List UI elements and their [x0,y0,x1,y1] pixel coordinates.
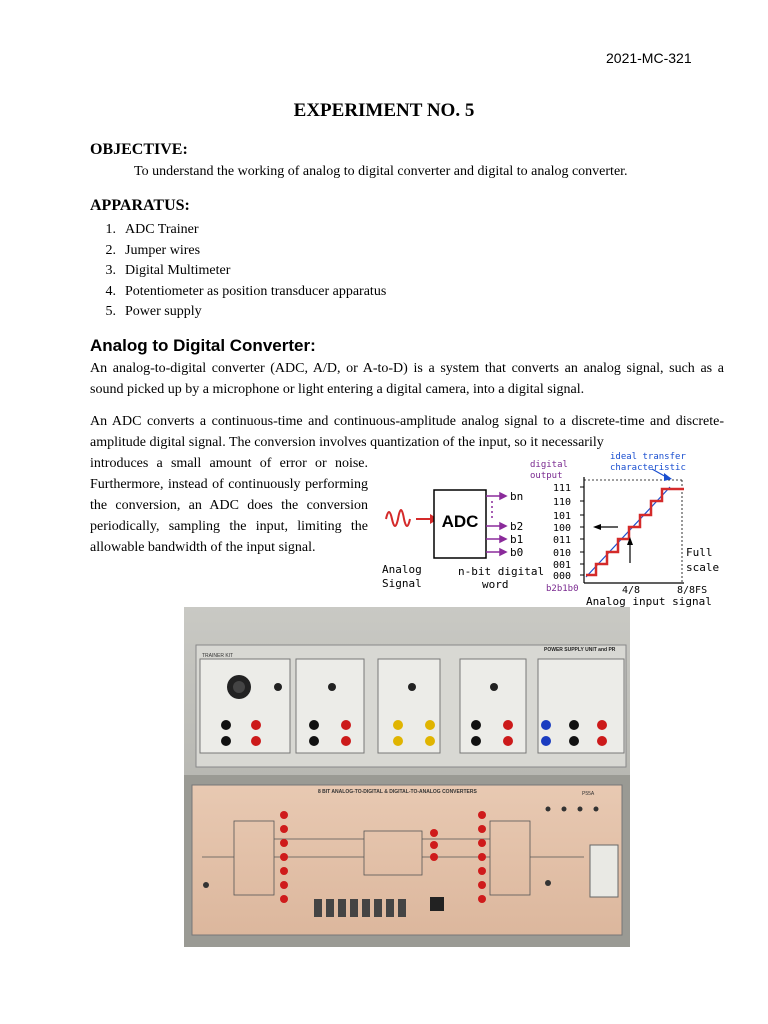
code-label: 001 [553,560,572,571]
code-label: 011 [553,535,572,546]
list-item-text: Potentiometer as position transducer apparatus [125,283,387,299]
list-item-number: 2. [105,242,116,258]
analog-signal-label: Signal [382,577,422,590]
objective-heading: OBJECTIVE: [90,141,188,158]
full-scale-label: scale [686,561,720,574]
x-tick-label: 8/8FS [677,585,708,596]
page-title: EXPERIMENT NO. 5 [293,100,475,121]
list-item-number: 3. [105,263,116,278]
adc-dac-board [192,785,622,935]
nbit-word-label: n-bit digital [458,565,545,578]
top-left-panel-label: TRAINER KIT [202,653,234,659]
list-item-number: 4. [105,283,116,299]
list-item [90,220,386,241]
bit-label-b1: b1 [510,533,524,546]
bit-label-b2: b2 [510,520,524,533]
list-item [90,302,386,323]
list-item-text: ADC Trainer [125,222,199,237]
paragraph-adc-definition: An analog-to-digital converter (ADC, A/D, or A-to-D) is a system that converts an analog signal, such as a sound picked up by a microphone or light entering a digital camera, into a digital signal. [90,361,724,397]
list-item-text: Digital Multimeter [125,263,231,278]
code-label: 101 [553,511,572,522]
document-id: 2021-MC-321 [606,50,692,66]
code-label: 100 [553,523,572,534]
paragraph-adc-conversion-continued: introduces a small amount of error or noise. Furthermore, instead of continuously performing the conversion, an ADC does the conversion periodically, sampling the input, limiting the allowable bandwidth of the input signal. [90,456,368,555]
list-item-text: Jumper wires [125,242,201,258]
paragraph-adc-conversion: An ADC converts a continuous-time and continuous-amplitude analog signal to a discrete-time and discrete-amplitude digital signal. The conversion involves quantization of the input, so it necessarily [90,414,724,450]
bit-order-label: b2b1b0 [546,584,579,594]
code-label: 111 [553,483,572,494]
nbit-word-label: word [482,578,509,591]
trainer-photo [184,607,630,947]
ideal-characteristic-label: ideal transfer [610,452,686,462]
list-item [90,261,386,282]
objective-text: To understand the working of analog to digital converter and digital to analog converter. [134,164,628,179]
bit-label-b0: b0 [510,546,524,559]
code-label: 000 [553,571,572,582]
list-item-number: 1. [105,222,116,237]
x-axis-label: Analog input signal [586,595,712,607]
apparatus-heading: APPARATUS: [90,197,190,214]
adc-transfer-figure [372,447,722,607]
x-tick-label: 4/8 [622,585,641,596]
apparatus-list [90,220,386,323]
code-label: 010 [553,548,572,559]
code-label: 110 [553,497,572,508]
analog-signal-label: Analog [382,563,422,576]
ideal-characteristic-label: characteristic [610,463,686,473]
digital-output-label: digital [530,460,568,470]
board-title: 8 BIT ANALOG-TO-DIGITAL & DIGITAL-TO-ANALOG CONVERTERS [318,789,477,795]
board-code: P55A [582,791,595,797]
list-item [90,282,386,303]
top-panel-label: POWER SUPPLY UNIT and PR [544,647,616,653]
analog-wave-icon [386,510,410,526]
section-heading-adc: Analog to Digital Converter: [90,336,316,355]
digital-output-label: output [530,471,563,481]
bit-label-bn: bn [510,490,524,503]
list-item-number: 5. [105,304,116,319]
adc-block-label: ADC [441,512,479,531]
list-item [90,241,386,262]
full-scale-label: Full [686,546,713,559]
list-item-text: Power supply [125,304,202,319]
